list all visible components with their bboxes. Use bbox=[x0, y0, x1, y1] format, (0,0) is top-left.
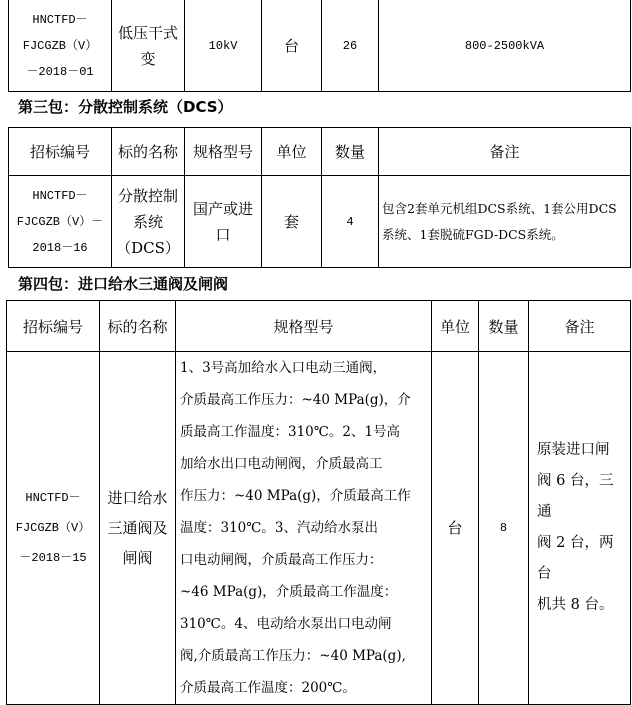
unit-cell: 台 bbox=[262, 0, 322, 92]
item-name-line: 系统 bbox=[132, 212, 163, 231]
header-note: 备注 bbox=[379, 128, 631, 176]
header-item-name: 标的名称 bbox=[112, 128, 185, 176]
quantity-cell: 8 bbox=[479, 352, 529, 705]
item-name-line: 进口给水 bbox=[107, 489, 168, 507]
item-name-line: 三通阀及 bbox=[107, 519, 168, 537]
note-line: 机共 8 台。 bbox=[537, 597, 614, 613]
header-bid-number: 招标编号 bbox=[9, 128, 112, 176]
item-name-line: 闸阀 bbox=[122, 549, 153, 567]
table-row bbox=[9, 176, 631, 268]
section4-title: 第四包：进口给水三通阀及闸阀 bbox=[18, 275, 229, 293]
quantity-cell: 4 bbox=[322, 176, 379, 268]
header-spec: 规格型号 bbox=[185, 128, 262, 176]
spec-line: 国产或进 bbox=[192, 199, 253, 218]
quantity-cell: 26 bbox=[322, 0, 379, 92]
unit-cell: 套 bbox=[262, 176, 322, 268]
spec-cell bbox=[185, 176, 262, 268]
header-row bbox=[7, 301, 631, 352]
header-quantity: 数量 bbox=[479, 301, 529, 352]
item-name-line: 变 bbox=[140, 49, 156, 68]
note-cell: 800-2500kVA bbox=[379, 0, 631, 92]
bid-number-line: FJCGZB（V） bbox=[22, 38, 98, 53]
item-name-line: 分散控制 bbox=[117, 186, 178, 205]
spec-line: 介质最高工作压力：~40 MPa(g)，介 bbox=[180, 392, 411, 408]
spec-line: 1、3号高加给水入口电动三通阀， bbox=[180, 360, 387, 376]
bid-number-line: 2018－16 bbox=[32, 240, 88, 255]
item-name-line: （DCS） bbox=[116, 238, 180, 257]
package3-table bbox=[8, 127, 631, 268]
bid-number-line: HNCTFD－ bbox=[32, 12, 88, 27]
bid-number-line: HNCTFD－ bbox=[25, 491, 81, 505]
note-line: 包含2套单元机组DCS系统、1套公用DCS bbox=[382, 200, 617, 216]
header-unit: 单位 bbox=[262, 128, 322, 176]
bid-number-line: HNCTFD－ bbox=[32, 188, 88, 203]
header-unit: 单位 bbox=[432, 301, 479, 352]
header-note: 备注 bbox=[529, 301, 631, 352]
note-line: 原装进口闸 bbox=[537, 442, 610, 458]
bid-number-line: －2018－01 bbox=[26, 64, 94, 79]
spec-cell bbox=[176, 352, 432, 705]
bid-number-cell bbox=[7, 352, 100, 705]
bid-number-cell bbox=[9, 0, 112, 92]
item-name-line: 低压干式 bbox=[117, 23, 178, 42]
note-cell bbox=[529, 352, 631, 705]
bid-number-line: －2018－15 bbox=[19, 551, 87, 565]
section3-title: 第三包：分散控制系统（DCS） bbox=[18, 98, 233, 116]
spec-line: 310℃。4、电动给水泵出口电动闸 bbox=[180, 616, 392, 632]
note-line: 系统、1套脱硫FGD-DCS系统。 bbox=[382, 226, 564, 242]
spec-line: 作压力：~40 MPa(g)，介质最高工作 bbox=[180, 488, 411, 504]
spec-line: 介质最高工作温度：200℃。 bbox=[180, 680, 356, 696]
item-name-cell bbox=[112, 176, 185, 268]
spec-cell: 10kV bbox=[185, 0, 262, 92]
package4-table bbox=[6, 300, 631, 705]
table-row bbox=[9, 0, 631, 92]
spec-line: 阀,介质最高工作压力：~40 MPa(g), bbox=[180, 648, 406, 664]
bid-number-line: FJCGZB（V）－ bbox=[16, 214, 104, 229]
package2-table bbox=[8, 0, 631, 92]
header-item-name: 标的名称 bbox=[100, 301, 176, 352]
spec-line: 加给水出口电动闸阀，介质最高工 bbox=[180, 456, 383, 472]
note-line: 阀 2 台，两台 bbox=[537, 535, 614, 582]
spec-line: 温度：310℃。3、汽动给水泵出 bbox=[180, 520, 378, 536]
spec-line: ~46 MPa(g)，介质最高工作温度： bbox=[180, 584, 398, 600]
spec-line: 质最高工作温度：310℃。2、1号高 bbox=[180, 424, 401, 440]
header-bid-number: 招标编号 bbox=[7, 301, 100, 352]
bid-number-cell bbox=[9, 176, 112, 268]
header-quantity: 数量 bbox=[322, 128, 379, 176]
table-row bbox=[7, 352, 631, 705]
item-name-cell bbox=[112, 0, 185, 92]
note-line: 阀 6 台，三通 bbox=[537, 473, 614, 520]
item-name-cell bbox=[100, 352, 176, 705]
header-row bbox=[9, 128, 631, 176]
unit-cell: 台 bbox=[432, 352, 479, 705]
note-cell bbox=[379, 176, 631, 268]
spec-line: 口电动闸阀，介质最高工作压力： bbox=[180, 552, 383, 568]
bid-number-line: FJCGZB（V） bbox=[15, 521, 91, 535]
header-spec: 规格型号 bbox=[176, 301, 432, 352]
spec-line: 口 bbox=[215, 225, 231, 244]
